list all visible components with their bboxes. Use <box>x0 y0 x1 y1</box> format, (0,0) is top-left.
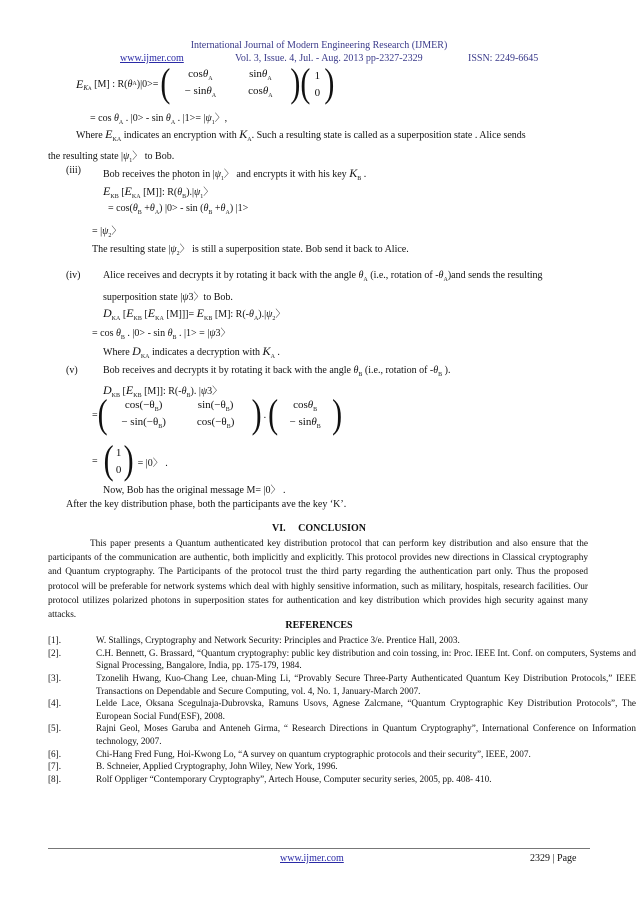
step-iv-number: (iv) <box>66 270 81 281</box>
step-iv-where: Where $D_{KA}$ indicates a decryption with $K_A$ . <box>103 344 280 360</box>
reference-number: [5]. <box>48 723 62 734</box>
reference-number: [7]. <box>48 761 62 772</box>
step-iii-eq2: = $\cos(\theta_B +\theta_A)$ $|0> - \sin (\theta_B +\theta_A)$ |1> <box>108 203 249 216</box>
page-number: 2329 | Page <box>530 853 577 864</box>
footer-link[interactable]: www.ijmer.com <box>280 853 344 864</box>
step-iii-result: The resulting state $|\psi_2$〉 is still a superposition state. Bob send it back to Alice. <box>92 244 409 257</box>
section-heading-conclusion <box>0 523 638 534</box>
reference-text: Rajni Geol, Moses Garuba and Anteneh Girma, “ Research Directions in Quantum Cryptography”, International Conference on Information technology, 2007. <box>96 723 636 746</box>
reference-number: [4]. <box>48 698 62 709</box>
conclusion-paragraph: This paper presents a Quantum authenticated key distribution protocol that can perform key distribution and also ensure that the participants of the communication are authentic, both implicitly and explicitly. This protocol provides new directions in Classical cryptography and Quantum cryptography. The Participants of the protocol trust the third party regarding the authentication part only. Thus the proposed protocol will be preferable for network systems which deal with highly sensitive information, such as military, hospitals, research facilities. Our protocol utilizes polarized photons in superposition states for authentication and key distribution which provides high security against many attacks. <box>48 539 588 621</box>
step-v-eq1: $D_{KB}$ [$E_{KB}$ [M]]: $R(-\theta_B)$. |ψ3〉 <box>103 383 223 399</box>
references-list <box>48 634 638 784</box>
reference-number: [6]. <box>48 748 62 759</box>
reference-text: Rolf Oppliger “Contemporary Cryptography”, Artech House, Computer security series, 2005, pp. 408- 410. <box>96 773 492 784</box>
step-iii-text: Bob receives the photon in $|\psi_1$〉 and encrypts it with his key $K_B$ . <box>103 166 367 182</box>
step-v-matrix: = ( $\cos(-\theta_B)$ $\sin(-\theta_B)$ − $\sin(-\theta_B)$ $\cos(-\theta_B)$ ) . ( cosθ$_B$ − sinθ$_B$ ) <box>92 392 343 437</box>
step-iv-text: Alice receives and decrypts it by rotating it back with the angle $\theta_A$ (i.e., rotation of $-\theta_A)and$ sends the resulting <box>103 270 543 283</box>
step-v-number: (v) <box>66 365 78 376</box>
reference-number: [3]. <box>48 673 62 683</box>
after-statement: After the key distribution phase, both the participants ave the key ‘K’. <box>66 499 347 510</box>
step-iv-text2: superposition state |ψ3〉to Bob. <box>103 292 233 303</box>
section-number: VI. <box>272 523 286 534</box>
step-iii-number: (iii) <box>66 165 81 176</box>
step-v-result-vector: = ( 1 0 ) = |0〉 . <box>92 438 168 483</box>
now-statement: Now, Bob has the original message M= |0〉 . <box>103 485 286 496</box>
where-encryption-cont: the resulting state $|\psi_1$〉 to Bob. <box>48 151 175 164</box>
section-title: CONCLUSION <box>298 523 366 534</box>
reference-text: W. Stallings, Cryptography and Network Security: Principles and Practice 3/e. Prentice Hall, 2003. <box>96 635 460 645</box>
step-iv-eq2: = $\cos \theta_B$ . $|0> - \sin \theta_B$ . |1> = |ψ3〉 <box>92 328 231 341</box>
reference-text: Lelde Lace, Oksana Scegulnaja-Dubrovska, Ramuns Usovs, Agnese Zalcmane, “Quantum Cryptographic Key Distribution Protocols”, The European Social Fund(ESF), 2008. <box>96 698 636 721</box>
step-iii-eq1: $E_{KB}$ [$E_{KA}$ [M]]: $R(\theta_B).|\psi_1$〉 <box>103 184 214 200</box>
issn-info: ISSN: 2249-6645 <box>468 53 539 64</box>
reference-text: B. Schneier, Applied Cryptography, John Wiley, New York, 1996. <box>96 761 338 772</box>
equation-1: E KA [M] : R( θ A )|0>= ( cosθ$_A$ sinθ$_A$ − sinθ$_A$ cosθ$_A$ ) ( 1 0 ) <box>76 61 335 106</box>
footer-rule <box>48 848 590 849</box>
equation-2: = $\cos \theta_A$ . $|0> - \sin \theta_A$ . $|1>= |\psi_1$〉, <box>90 113 228 126</box>
reference-number: [8]. <box>48 773 62 784</box>
journal-link[interactable]: www.ijmer.com <box>120 53 184 64</box>
reference-text: Chi-Hang Fred Fung, Hoi-Kwong Lo, “A survey on quantum cryptographic protocols and their security”, IEEE, 2007. <box>96 748 531 759</box>
journal-title: International Journal of Modern Engineering Research (IJMER) <box>190 40 448 51</box>
step-iv-eq1: $D_{KA}$ [$E_{KB}$ [$E_{KA}$ $[M]]]= E_{KB}$ [M]: $R(-\theta_A).|\psi_2$〉 <box>103 306 286 322</box>
references-heading: REFERENCES <box>285 620 353 631</box>
step-iii-eq3: = $|\psi_2$〉 <box>92 226 122 239</box>
step-v-text: Bob receives and decrypts it by rotating it back with the angle $\theta_B$ (i.e., rotation of $-\theta_B$ ). <box>103 365 451 378</box>
reference-text: C.H. Bennett, G. Brassard, “Quantum cryptography: public key distribution and coin tossing, in: Proc. IEEE Int. Conf. on computers, Systems and Signal Processing, Bangalore, India, pp. 175-179, 1984. <box>96 647 636 671</box>
where-encryption: Where $E_{KA}$ indicates an encryption with $K_A$. Such a resulting state is called as a superposition state . Alice sends <box>76 127 526 143</box>
volume-info: Vol. 3, Issue. 4, Jul. - Aug. 2013 pp-2327-2329 <box>235 53 423 64</box>
reference-number: [1]. <box>48 635 62 645</box>
reference-number: [2]. <box>48 647 62 658</box>
reference-text: Tzonelih Hwang, Kuo-Chang Lee, chuan-Ming Li, “Provably Secure Three-Party Authenticated Quantum Key Distribution Protocols,” IEEE Transactions on Dependable and Secure Computing, vol. 4, No. 1, January-March 2007. <box>96 673 636 696</box>
